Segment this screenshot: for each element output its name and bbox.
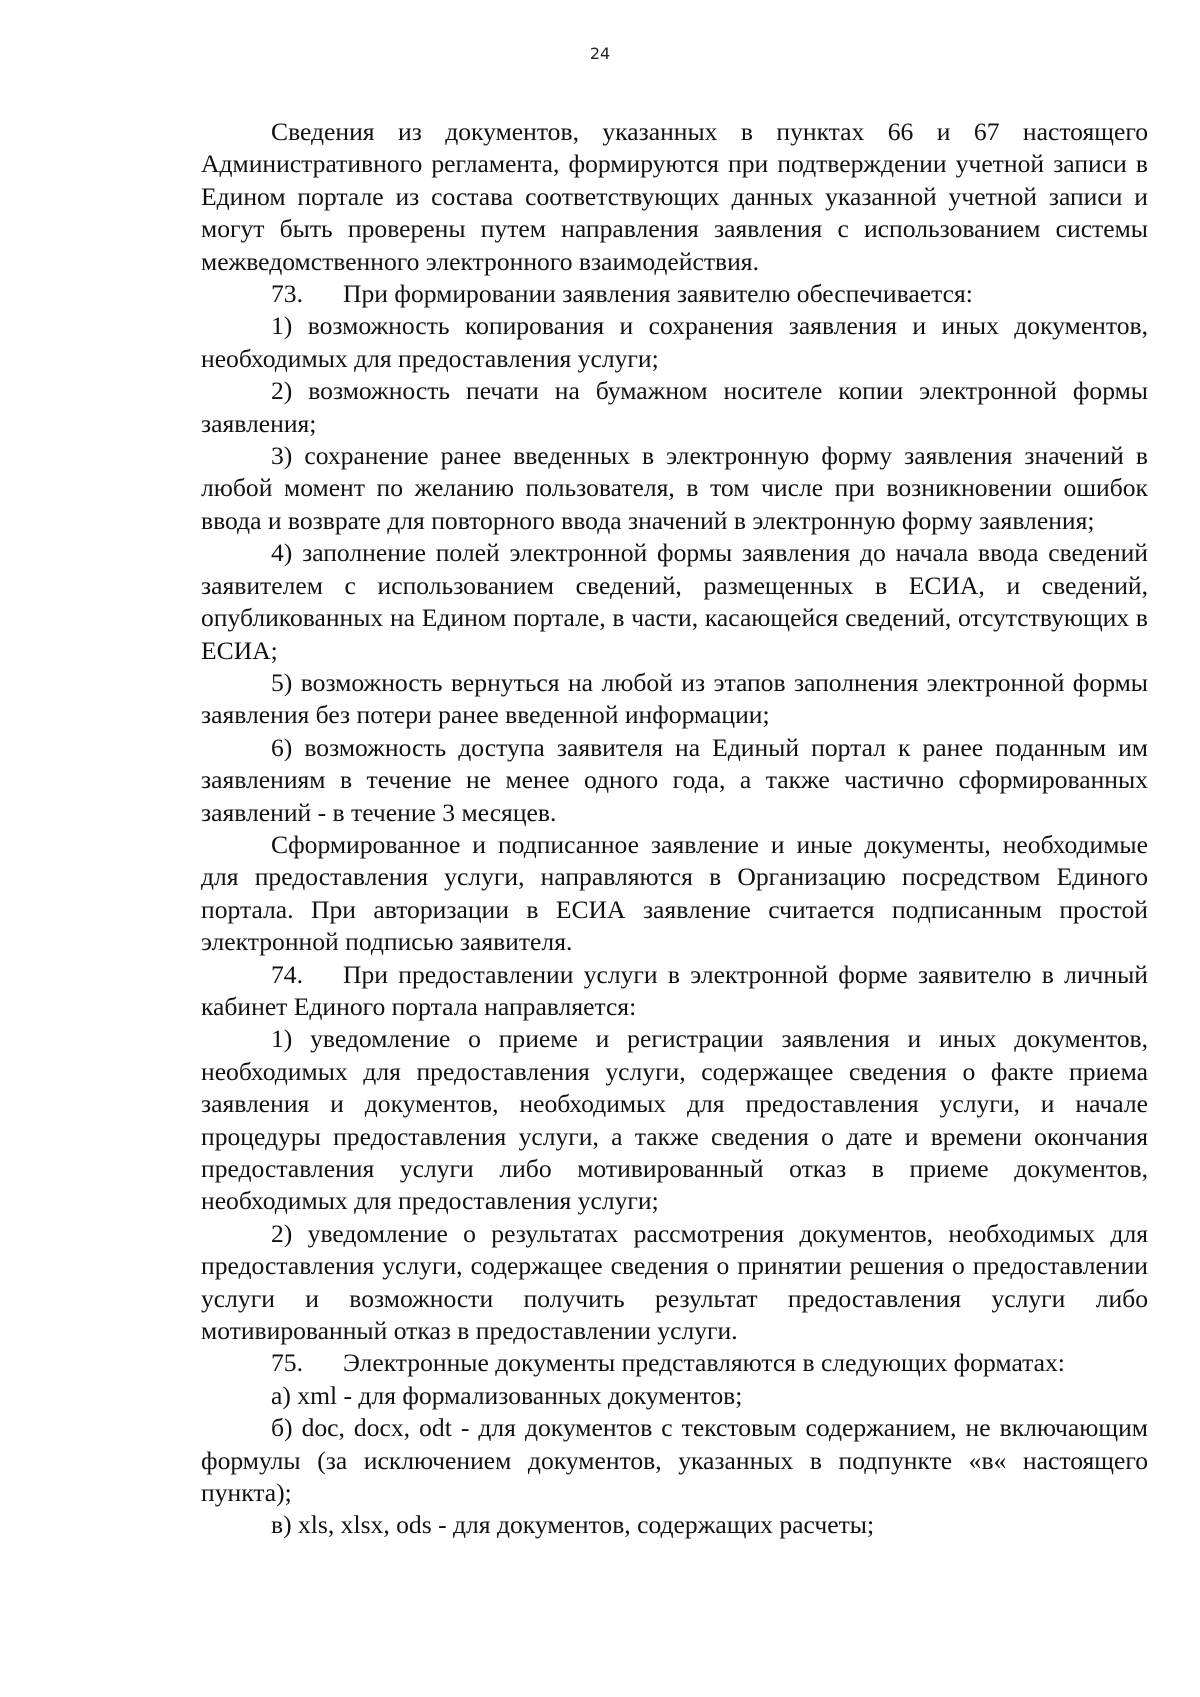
paragraph-item-73 — [201, 278, 1148, 310]
paragraph-text: 4) заполнение полей электронной формы заявления до начала ввода сведений заявителем с использованием сведений, размещенных в ЕСИА, и сведений, опубликованных на Едином портале, в части, касающейся сведений, отсутствующих в ЕСИА; — [201, 538, 1148, 665]
list-item — [201, 537, 1148, 667]
paragraph-item-75 — [201, 1347, 1148, 1379]
list-item — [201, 375, 1148, 440]
list-item — [201, 1412, 1148, 1509]
paragraph-text: При предоставлении услуги в электронной форме заявителю в личный кабинет Единого портала направляется: — [201, 959, 1148, 1021]
list-item — [201, 1218, 1148, 1348]
paragraph — [201, 116, 1148, 278]
paragraph-text: Сформированное и подписанное заявление и иные документы, необходимые для предоставления услуги, направляются в Организацию посредством Единого портала. При авторизации в ЕСИА заявление считается подписанным простой электронной подписью заявителя. — [201, 829, 1148, 957]
list-item — [201, 1509, 1148, 1541]
list-item — [201, 310, 1148, 375]
paragraph-text: в) xls, xlsx, ods - для документов, содержащих расчеты; — [271, 1510, 875, 1540]
paragraph-text: При формировании заявления заявителю обеспечивается: — [343, 279, 973, 309]
paragraph-text: 1) уведомление о приеме и регистрации заявления и иных документов, необходимых для предоставления услуги, содержащее сведения о факте приема заявления и документов, необходимых для предоставления услуги, и начале процедуры предоставления услуги, а также сведения о дате и времени окончания предоставления услуги либо мотивированный отказ в приеме документов, необходимых для предоставления услуги; — [201, 1024, 1148, 1216]
page-number: 24 — [589, 44, 611, 63]
item-number: 73. — [271, 279, 303, 309]
paragraph-text: 6) возможность доступа заявителя на Единый портал к ранее поданным им заявлениям в течение не менее одного года, а также частично сформированных заявлений - в течение 3 месяцев. — [201, 732, 1148, 827]
paragraph-text: 3) сохранение ранее введенных в электронную форму заявления значений в любой момент по желанию пользователя, в том числе при возникновении ошибок ввода и возврате для повторного ввода значений в электронную форму заявления; — [201, 441, 1148, 535]
list-item — [201, 667, 1148, 732]
paragraph-text: Сведения из документов, указанных в пунктах 66 и 67 настоящего Административного регламента, формируются при подтверждении учетной записи в Едином портале из состава соответствующих данных указанной учетной записи и могут быть проверены путем направления заявления с использованием системы межведомственного электронного взаимодействия. — [201, 117, 1148, 276]
paragraph-text: Электронные документы представляются в следующих форматах: — [343, 1348, 1065, 1378]
paragraph-item-74 — [201, 959, 1148, 1024]
list-item — [201, 1380, 1148, 1412]
item-number: 74. — [271, 959, 303, 989]
paragraph-text: 1) возможность копирования и сохранения заявления и иных документов, необходимых для предоставления услуги; — [201, 311, 1148, 373]
paragraph-text: б) doc, docx, odt - для документов с текстовым содержанием, не включающим формулы (за исключением документов, указанных в подпункте «в« настоящего пункта); — [201, 1413, 1148, 1508]
list-item — [201, 732, 1148, 829]
paragraph-text: а) xml - для формализованных документов; — [271, 1380, 743, 1410]
document-body — [201, 116, 1148, 1542]
paragraph-text: 5) возможность вернуться на любой из этапов заполнения электронной формы заявления без потери ранее введенной информации; — [201, 667, 1148, 730]
list-item — [201, 440, 1148, 537]
paragraph-text: 2) возможность печати на бумажном носителе копии электронной формы заявления; — [201, 376, 1148, 438]
item-number: 75. — [271, 1348, 303, 1378]
list-item — [201, 1023, 1148, 1217]
paragraph — [201, 829, 1148, 959]
paragraph-text: 2) уведомление о результатах рассмотрения документов, необходимых для предоставления услуги, содержащее сведения о принятии решения о предоставлении услуги и возможности получить результат предоставления услуги либо мотивированный отказ в предоставлении услуги. — [201, 1218, 1148, 1346]
